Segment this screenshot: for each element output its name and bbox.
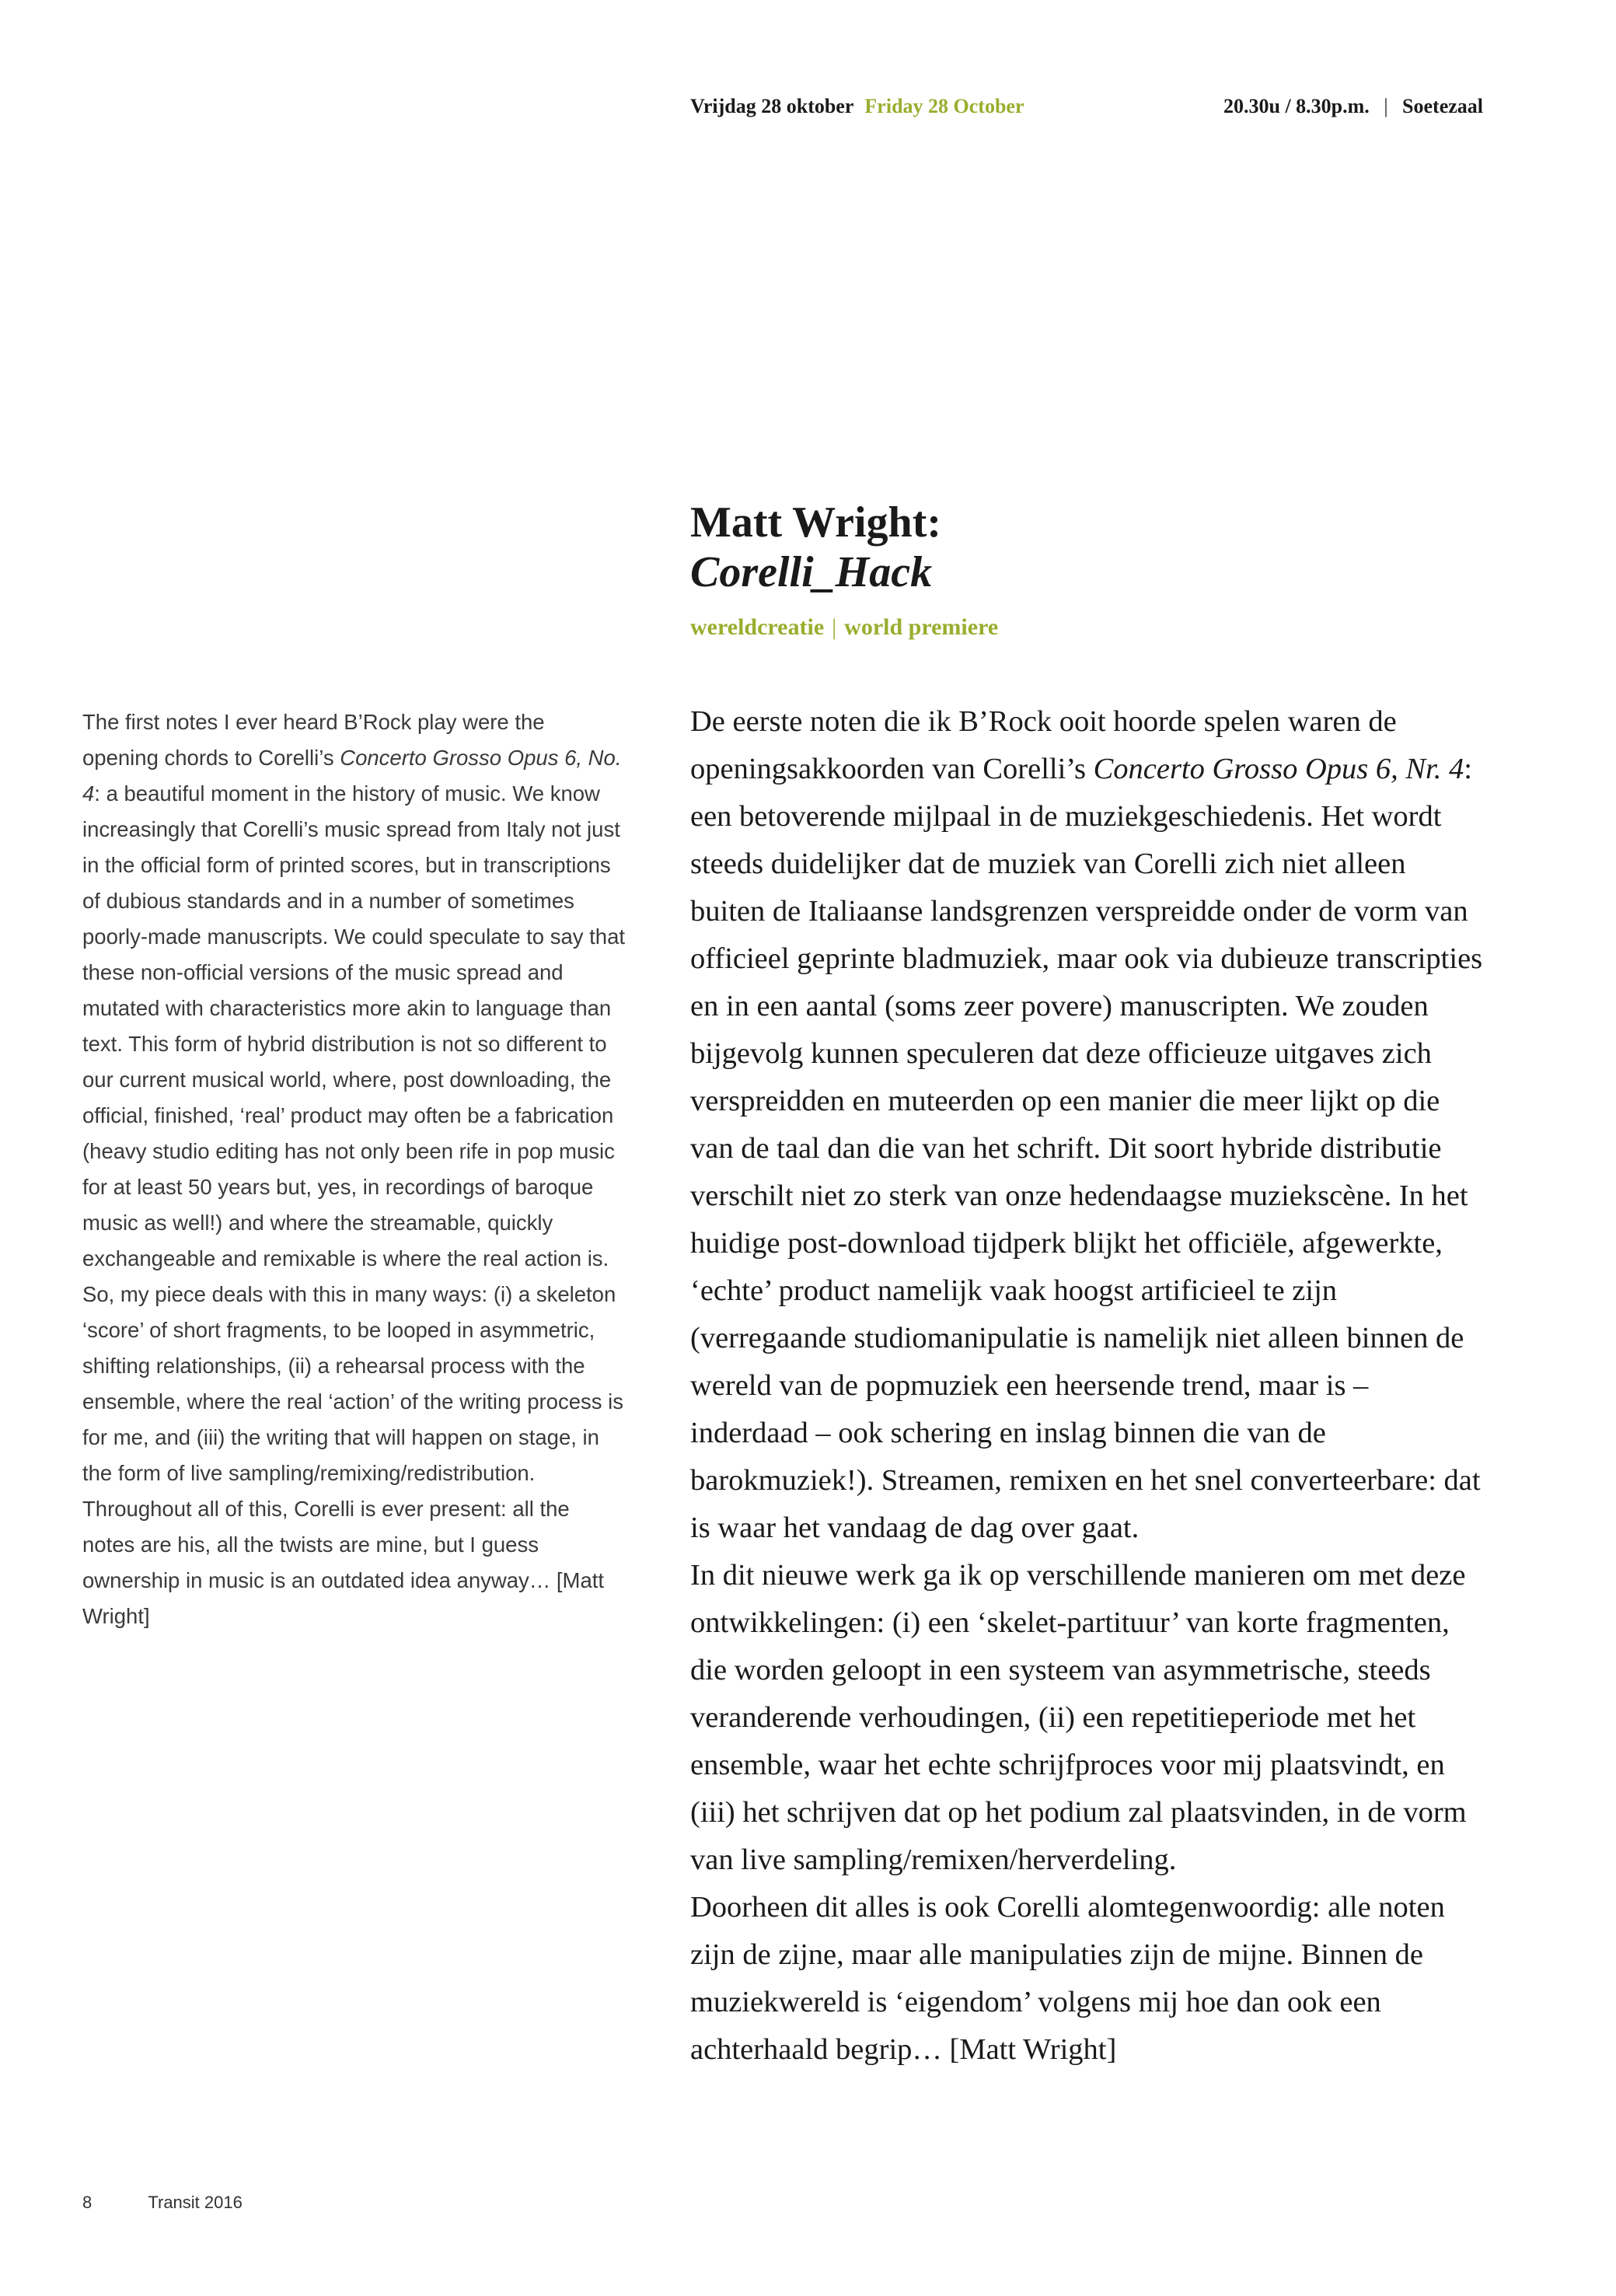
english-work-reference: Concerto Grosso Opus 6, No. 4 (82, 746, 622, 806)
dutch-paragraph-2: In dit nieuwe werk ga ik op verschillende manieren om met deze ontwikkelingen: (i) een ‘skelet-partituur’ van korte fragmenten, die worden geloopt in een systeem van asymmetrische, steeds veranderende verhoudingen, (ii) een repetitieperiode met het ensemble, waar het echte schrijfproces voor mij plaatsvindt, en (iii) het schrijven dat op het podium zal plaatsvinden, in de vorm van live sampling/remixen/herverdeling. (690, 1559, 1467, 1876)
header-date (690, 95, 1024, 118)
english-p1-start: The first notes I ever heard B’Rock play were the opening chords to Corelli’s (82, 710, 545, 770)
english-paragraph-2: So, my piece deals with this in many ways: (i) a skeleton ‘score’ of short fragments, to be looped in asymmetric, shifting relationships, (ii) a rehearsal process with the ensemble, where the real ‘action’ of the writing process is for me, and (iii) the writing that will happen on stage, in the form of live sampling/remixing/redistribution. (82, 1282, 623, 1485)
premiere-label-english: world premiere (844, 614, 999, 640)
composer-name: Matt Wright: (690, 498, 941, 547)
dutch-work-reference: Concerto Grosso Opus 6, Nr. 4 (1093, 753, 1464, 785)
dutch-p1-start: De eerste noten die ik B’Rock ooit hoorde spelen waren de openingsakkoorden van Corelli’s (690, 705, 1397, 785)
header-time: 20.30u / 8.30p.m. (1223, 95, 1370, 117)
dutch-paragraph-1 (690, 698, 1485, 1552)
premiere-separator: | (832, 614, 837, 640)
dutch-text-column (690, 698, 1485, 2074)
english-paragraph-3: Throughout all of this, Corelli is ever present: all the notes are his, all the twists are mine, but I guess ownership in music is an outdated idea anyway… [Matt Wright] (82, 1497, 605, 1628)
header-time-venue (1223, 95, 1483, 118)
premiere-label-dutch: wereldcreatie (690, 614, 825, 640)
header-separator: | (1384, 95, 1388, 117)
header-date-dutch: Vrijdag 28 oktober (690, 95, 853, 117)
page-number: 8 (82, 2193, 92, 2212)
english-p1-end: : a beautiful moment in the history of music. We know increasingly that Corelli’s music spread from Italy not just in the official form of printed scores, but in transcriptions of dubious standards and in a number of sometimes poorly-made manuscripts. We could speculate to say that these non-official versions of the music spread and mutated with characteristics more akin to language than text. This form of hybrid distribution is not so different to our current musical world, where, post downloading, the official, finished, ‘real’ product may often be a fabrication (heavy studio editing has not only been rife in pop music for at least 50 years but, yes, in recordings of baroque music as well!) and where the streamable, quickly exchangeable and remixable is where the real action is. (82, 781, 626, 1270)
dutch-p1-end: : een betoverende mijlpaal in de muziekgeschiedenis. Het wordt steeds duidelijker dat de muziek van Corelli zich niet alleen buiten de Italiaanse landsgrenzen verspreidde onder de vorm van officieel geprinte bladmuziek, maar ook via dubieuze transcripties en in een aantal (soms zeer povere) manuscripten. We zouden bijgevolg kunnen speculeren dat deze officieuze uitgaves zich verspreidden en muteerden op een manier die meer lijkt op die van de taal dan die van het schrift. Dit soort hybride distributie verschilt niet zo sterk van onze hedendaagse muziekscène. In het huidige post-download tijdperk blijkt het officiële, afgewerkte, ‘echte’ product namelijk vaak hoogst artificieel te zijn (verregaande studiomanipulatie is namelijk niet alleen binnen de wereld van de popmuziek een heersende trend, maar is – inderdaad – ook schering en inslag binnen die van de barokmuziek!). Streamen, remixen en het snel converteerbare: dat is waar het vandaag de dag over gaat. (690, 753, 1483, 1544)
page-header (690, 95, 1483, 126)
english-text-column (82, 704, 627, 1634)
premiere-label (690, 614, 998, 641)
work-title: Corelli_Hack (690, 548, 933, 596)
piece-title (690, 498, 1483, 597)
dutch-paragraph-3: Doorheen dit alles is ook Corelli alomtegenwoordig: alle noten zijn de zijne, maar alle manipulaties zijn de mijne. Binnen de muziekwereld is ‘eigendom’ volgens mij hoe dan ook een achterhaald begrip… [Matt Wright] (690, 1891, 1445, 2066)
header-venue: Soetezaal (1402, 95, 1483, 117)
publication-name: Transit 2016 (148, 2193, 243, 2212)
header-date-english: Friday 28 October (864, 95, 1024, 117)
english-paragraph-1 (82, 704, 627, 1277)
page-footer (82, 2193, 243, 2213)
